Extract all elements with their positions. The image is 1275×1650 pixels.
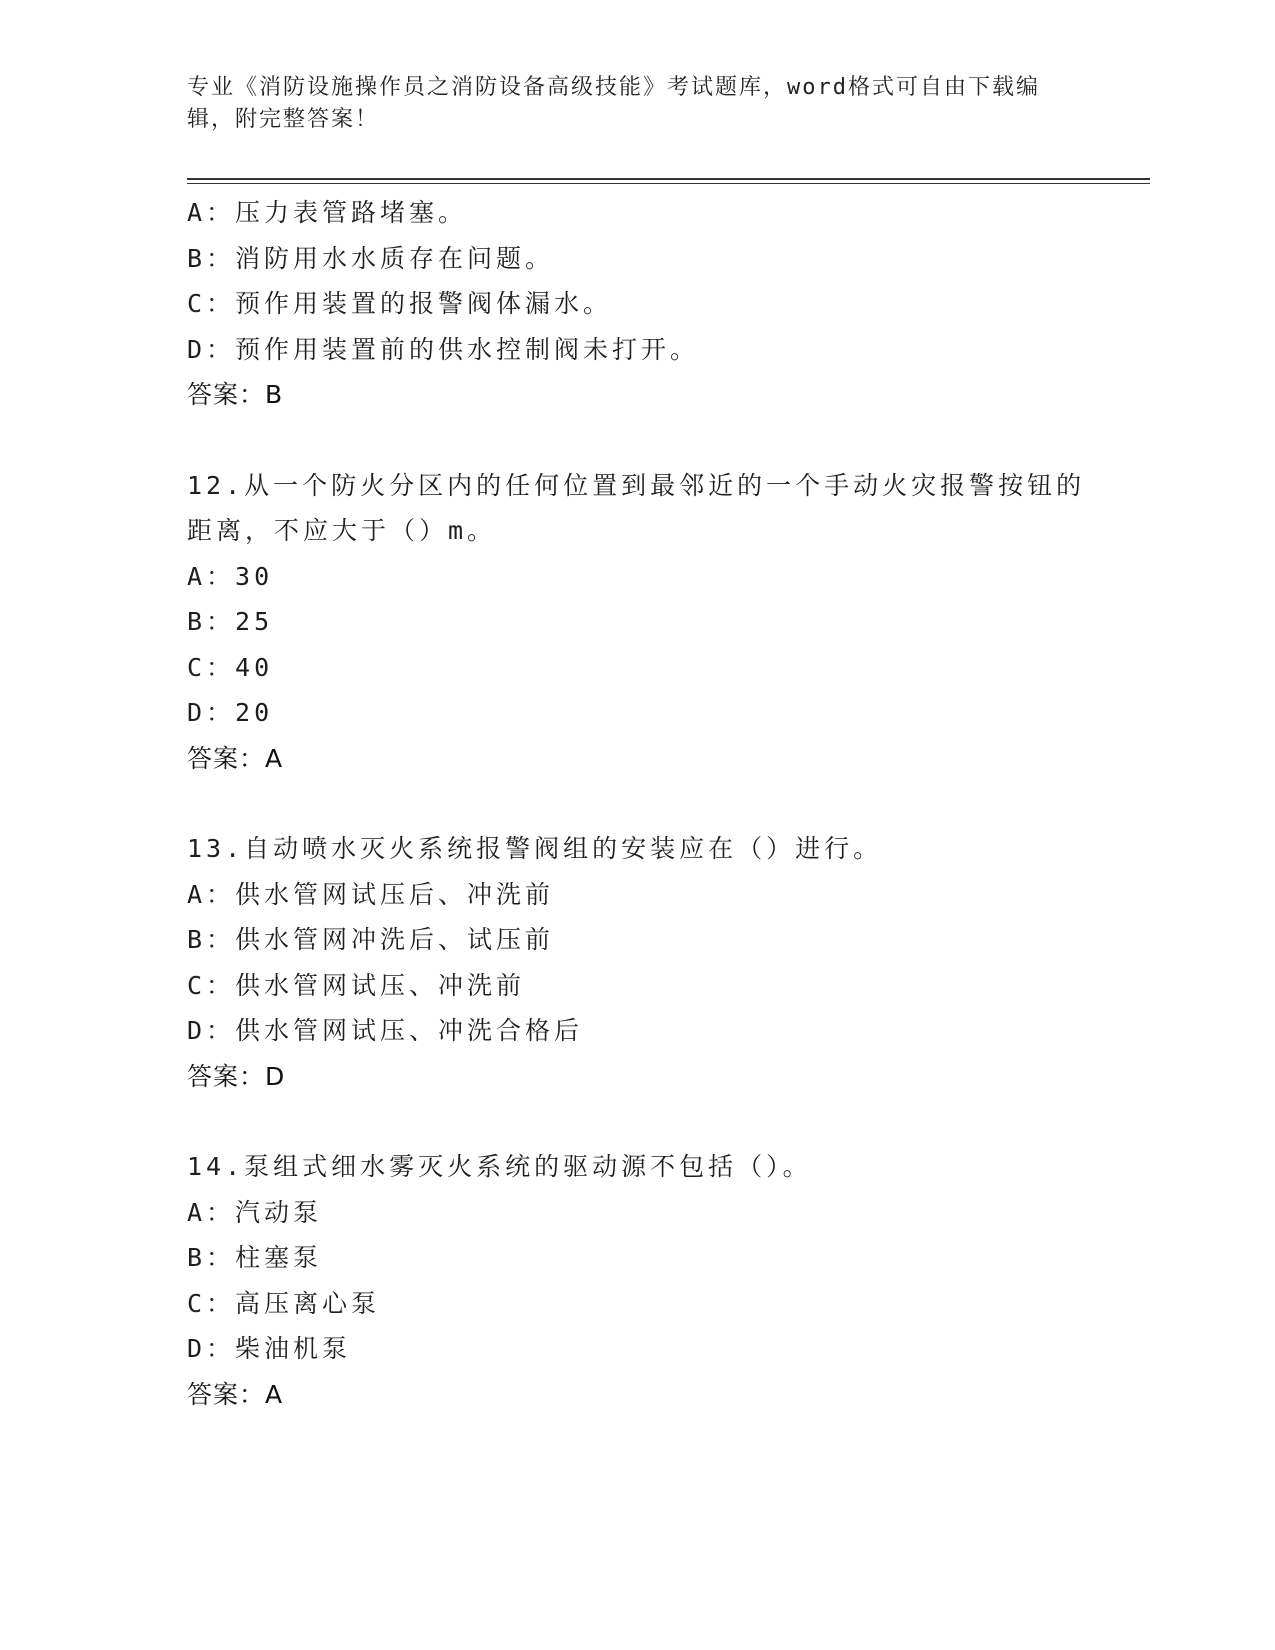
document-header [187,72,1067,136]
question-11-block [187,190,1087,418]
question-stem: 13.自动喷水灭火系统报警阀组的安装应在（）进行。 [187,834,883,863]
question-14-block [187,1144,1087,1417]
option-d: D：供水管网试压、冲洗合格后 [187,1016,584,1045]
question-list [187,190,1087,1417]
question-spacer [187,1099,1087,1144]
option-d: D：柴油机泵 [187,1334,352,1363]
option-a: A：供水管网试压后、冲洗前 [187,879,555,909]
question-stem: 14.泵组式细水雾灭火系统的驱动源不包括（）。 [187,1152,812,1181]
option-a: A：压力表管路堵塞。 [187,198,468,227]
option-b: B：供水管网冲洗后、试压前 [187,925,555,954]
answer-line: 答案：D [187,1061,286,1091]
header-divider-thin [187,183,1150,184]
option-c: C：高压离心泵 [187,1288,381,1318]
answer-line: 答案：A [187,743,284,773]
option-c: C：供水管网试压、冲洗前 [187,970,526,1000]
option-b: B：25 [187,607,274,636]
header-divider-thick [187,178,1150,180]
answer-line: 答案：A [187,1379,284,1409]
option-d: D：预作用装置前的供水控制阀未打开。 [187,334,700,364]
option-d: D：20 [187,698,274,727]
option-b: B：消防用水水质存在问题。 [187,243,555,273]
question-spacer [187,418,1087,463]
question-spacer [187,781,1087,826]
option-a: A：30 [187,561,274,591]
question-12-block [187,463,1087,782]
question-stem-continued: 距离，不应大于（）m。 [187,516,497,545]
question-stem: 12.从一个防火分区内的任何位置到最邻近的一个手动火灾报警按钮的 [187,470,1086,500]
header-line-1: 专业《消防设施操作员之消防设备高级技能》考试题库，word格式可自由下载编 [187,75,1040,100]
option-b: B：柱塞泵 [187,1243,323,1272]
header-line-2: 辑，附完整答案！ [187,107,380,132]
answer-line: 答案：B [187,380,284,409]
option-a: A：汽动泵 [187,1197,323,1227]
question-13-block [187,826,1087,1099]
option-c: C：40 [187,652,274,682]
option-c: C：预作用装置的报警阀体漏水。 [187,289,613,318]
